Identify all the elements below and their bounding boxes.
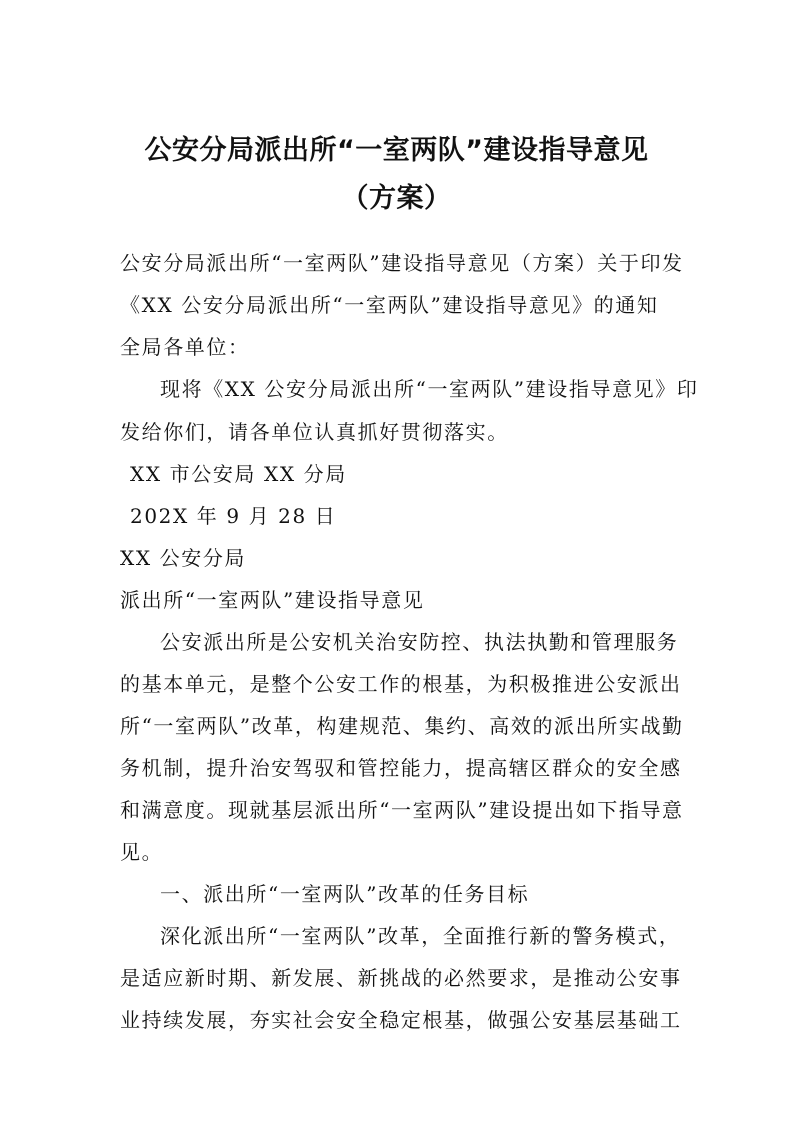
document-title-line-2: （方案） bbox=[341, 183, 452, 214]
section-title: 派出所“一室两队”建设指导意见 bbox=[120, 588, 425, 612]
issuer-name: XX 市公安局 XX 分局 bbox=[130, 462, 347, 486]
paragraph-line-3: 所“一室两队”改革，构建规范、集约、高效的派出所实战勤 bbox=[120, 714, 684, 738]
paragraph2-line-1: 深化派出所“一室两队”改革，全面推行新的警务模式， bbox=[160, 924, 681, 948]
body-line-4: 现将《XX 公安分局派出所“一室两队”建设指导意见》印 bbox=[160, 377, 699, 401]
heading-1: 一、派出所“一室两队”改革的任务目标 bbox=[160, 882, 530, 906]
salutation: 全局各单位： bbox=[120, 335, 250, 359]
body-line-1: 公安分局派出所“一室两队”建设指导意见（方案）关于印发 bbox=[120, 251, 684, 275]
paragraph-line-4: 务机制，提升治安驾驭和管控能力，提高辖区群众的安全感 bbox=[120, 756, 682, 780]
paragraph-line-5: 和满意度。现就基层派出所“一室两队”建设提出如下指导意 bbox=[120, 798, 684, 822]
body-line-2: 《XX 公安分局派出所“一室两队”建设指导意见》的通知 bbox=[120, 293, 659, 317]
paragraph2-line-2: 是适应新时期、新发展、新挑战的必然要求，是推动公安事 bbox=[120, 966, 682, 990]
document-title-line-1: 公安分局派出所“一室两队”建设指导意见 bbox=[144, 135, 649, 166]
paragraph2-line-3: 业持续发展，夯实社会安全稳定根基，做强公安基层基础工 bbox=[120, 1008, 682, 1032]
paragraph-line-2: 的基本单元，是整个公安工作的根基，为积极推进公安派出 bbox=[120, 672, 682, 696]
paragraph-line-1: 公安派出所是公安机关治安防控、执法执勤和管理服务 bbox=[160, 630, 679, 654]
paragraph-line-6: 见。 bbox=[120, 840, 164, 864]
section-org: XX 公安分局 bbox=[120, 546, 247, 570]
issue-date: 202X 年 9 月 28 日 bbox=[130, 504, 337, 528]
body-line-5: 发给你们，请各单位认真抓好贯彻落实。 bbox=[120, 420, 509, 444]
